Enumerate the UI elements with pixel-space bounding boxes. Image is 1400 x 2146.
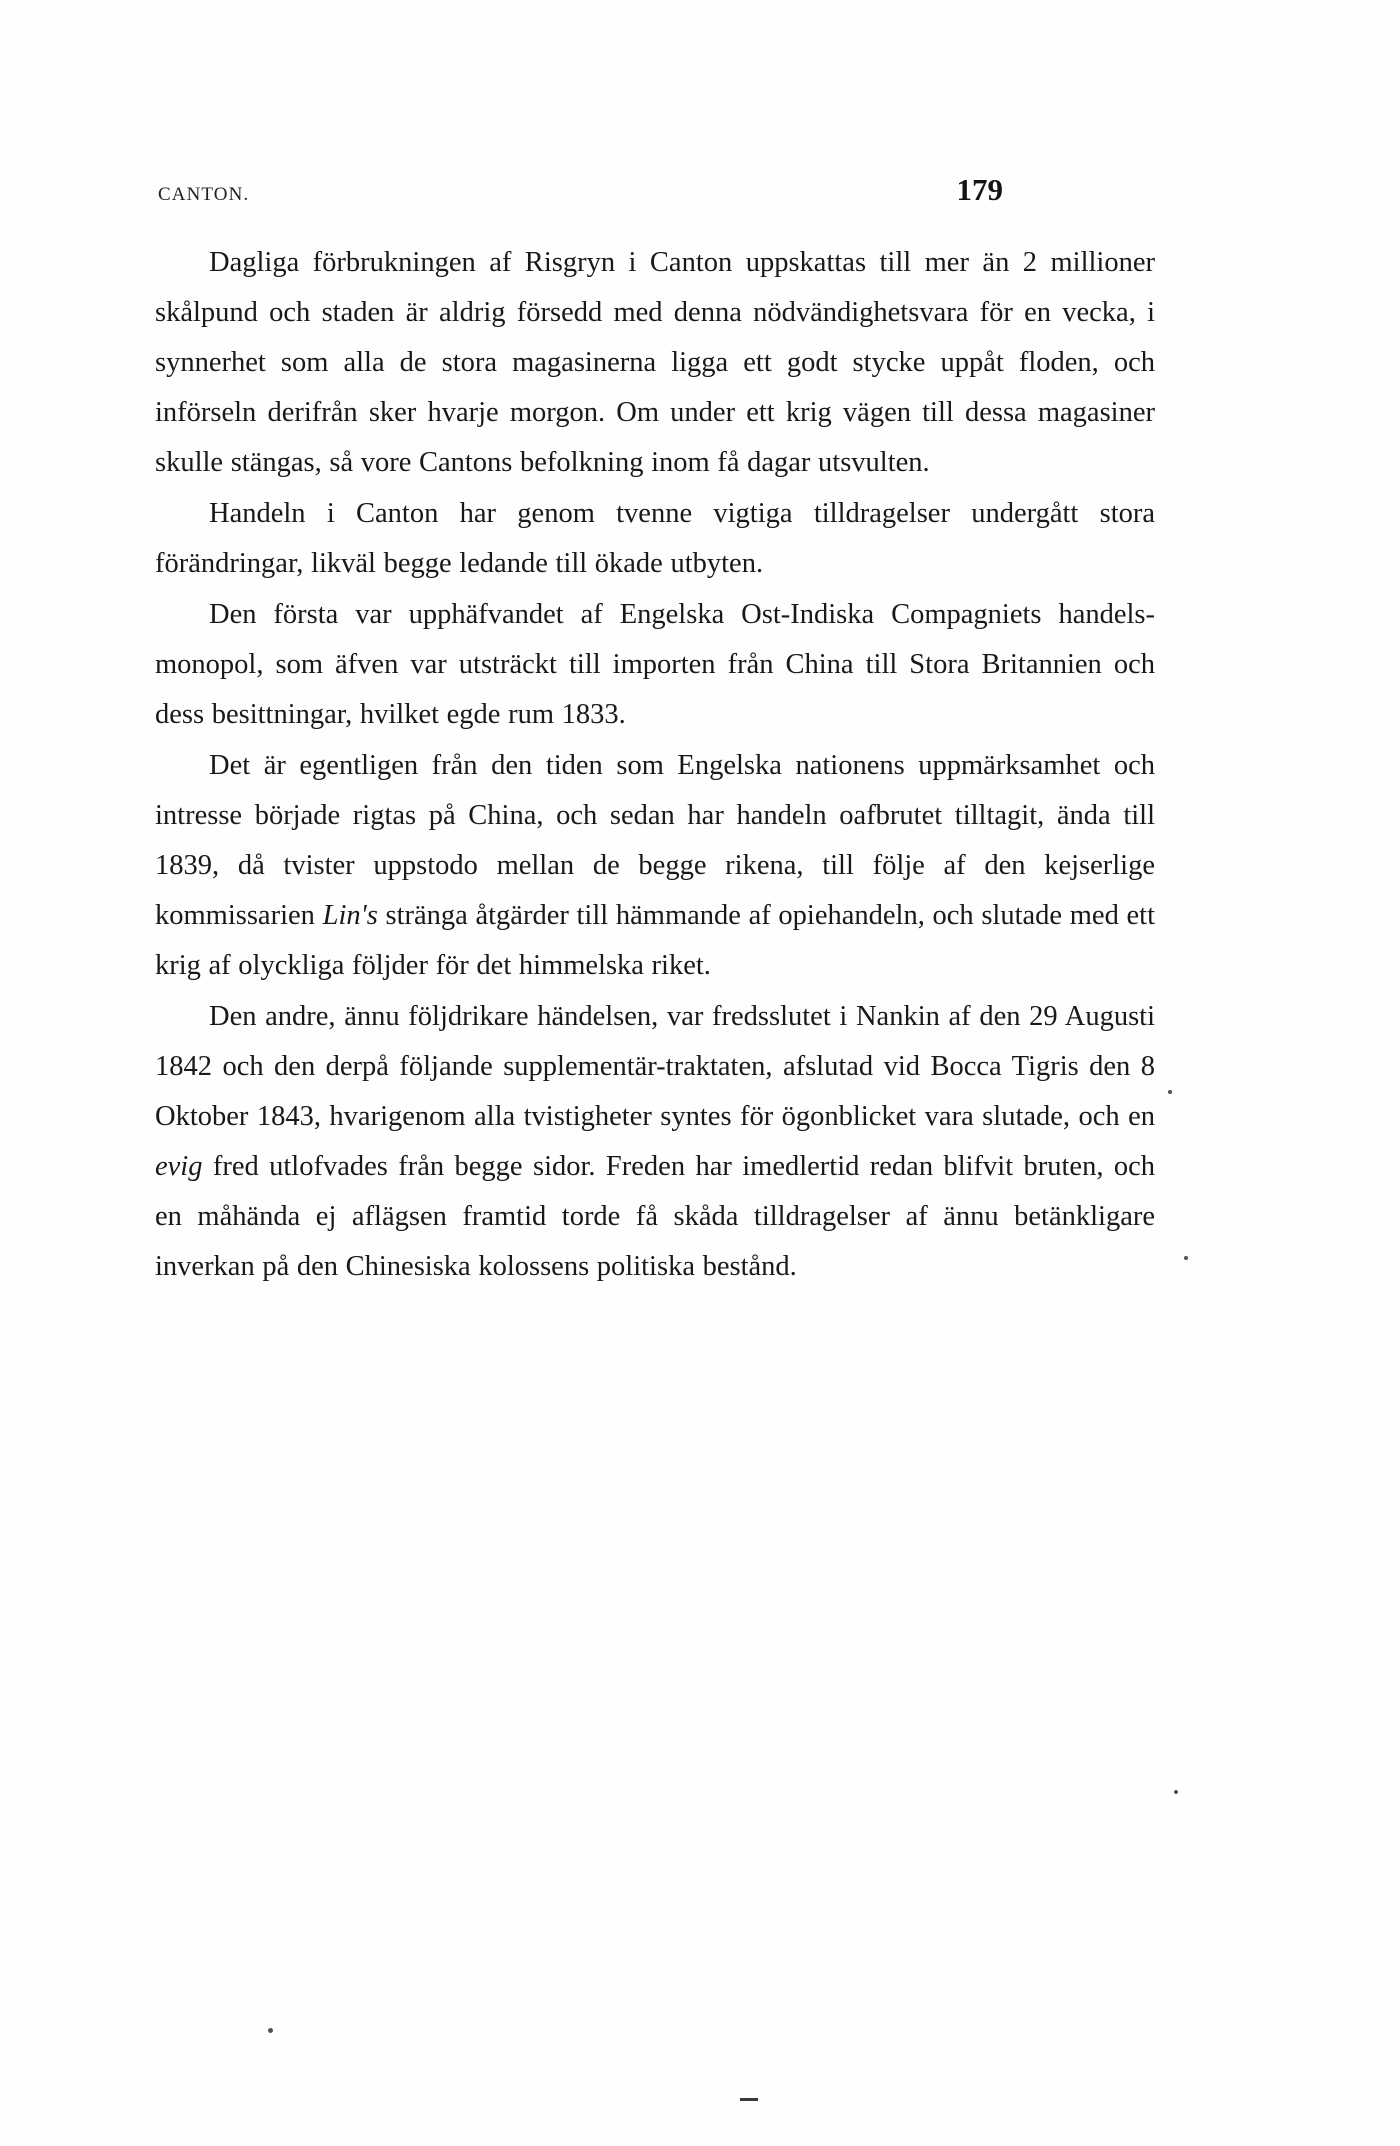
running-title: CANTON. xyxy=(158,184,250,205)
page-speck-2 xyxy=(1184,1256,1188,1260)
running-head xyxy=(155,172,1155,212)
page-speck-4 xyxy=(268,2028,273,2033)
page-number: 179 xyxy=(956,172,1003,207)
paragraph-5-part-1: Den andre, ännu följdrikare händelsen, var fredsslutet i Nankin af den 29 Augusti 1842 och den derpå följande supplementär-traktaten, afslutad vid Bocca Tigris den 8 Oktober 1843, hvarigenom alla tvistigheter syntes för ögonblicket vara slutade, och en xyxy=(155,1001,1155,1132)
paragraph-2: Handeln i Canton har genom tvenne vigtiga tilldragelser undergått stora förändringar, likväl begge ledande till ökade utbyten. xyxy=(155,498,1155,579)
footer-mark xyxy=(740,2098,758,2101)
paragraph-4 xyxy=(155,741,1155,991)
page-content xyxy=(155,172,1155,1293)
page-speck-1 xyxy=(1168,1090,1172,1094)
paragraph-5 xyxy=(155,992,1155,1292)
paragraph-4-emphasis: Lin's xyxy=(322,900,378,931)
paragraph-3: Den första var upphäfvandet af Engelska Ost-Indiska Compagniets handels-monopol, som äfven var utsträckt till importen från China till Stora Britannien och dess besittningar, hvilket egde rum 1833. xyxy=(155,599,1155,730)
paragraph-4-part-1: Det är egentligen från den tiden som Engelska nationens uppmärksamhet och intresse började rigtas på China, och sedan har handeln oafbrutet tilltagit, ända till 1839, då tvister uppstodo mellan de begge rikena, till följe af den kejserlige kommissarien xyxy=(155,750,1155,931)
page-speck-3 xyxy=(1174,1790,1178,1794)
paragraph-1: Dagliga förbrukningen af Risgryn i Canton uppskattas till mer än 2 millioner skålpund och staden är aldrig försedd med denna nödvändighetsvara för en vecka, i synnerhet som alla de stora magasinerna ligga ett godt stycke uppåt floden, och införseln derifrån sker hvarje morgon. Om under ett krig vägen till dessa magasiner skulle stängas, så vore Cantons befolkning inom få dagar utsvulten. xyxy=(155,247,1155,478)
paragraph-5-part-2: fred utlofvades från begge sidor. Freden har imedlertid redan blifvit bruten, och en måhända ej aflägsen framtid torde få skåda tilldragelser af ännu betänkligare inverkan på den Chinesiska kolossens politiska bestånd. xyxy=(155,1151,1155,1282)
paragraph-5-emphasis: evig xyxy=(155,1151,203,1182)
paragraph-4-part-2: stränga åtgärder till hämmande af opiehandeln, och slutade med ett krig af olyckliga följder för det himmelska riket. xyxy=(155,900,1155,981)
